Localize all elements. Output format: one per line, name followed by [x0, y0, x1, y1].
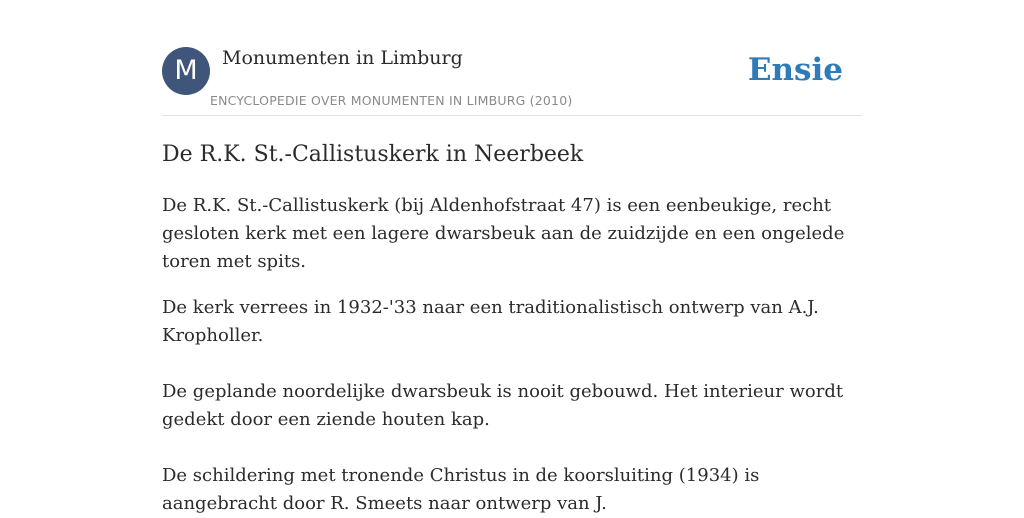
article-paragraph: De geplande noordelijke dwarsbeuk is nooit gebouwd. Het interieur wordt gedekt door een ziende houten kap. [162, 381, 844, 430]
article-paragraph: De R.K. St.-Callistuskerk (bij Aldenhofstraat 47) is een eenbeukige, recht gesloten kerk met een lagere dwarsbeuk aan de zuidzijde en een ongelede toren met spits. [162, 195, 845, 272]
article-title: De R.K. St.-Callistuskerk in Neerbeek [162, 142, 584, 167]
article-paragraph: De schildering met tronende Christus in de koorsluiting (1934) is aangebracht door R. Smeets naar ontwerp van J. [162, 465, 760, 514]
ensie-logo[interactable]: Ensie [747, 52, 843, 88]
source-header [162, 46, 862, 116]
source-subtitle: ENCYCLOPEDIE OVER MONUMENTEN IN LIMBURG (2010) [210, 93, 573, 108]
source-title[interactable]: Monumenten in Limburg [222, 47, 463, 69]
article-paragraph: De kerk verrees in 1932-'33 naar een traditionalistisch ontwerp van A.J. Kropholler. [162, 297, 819, 346]
entry-card [162, 46, 862, 518]
source-avatar[interactable]: M [162, 47, 210, 95]
